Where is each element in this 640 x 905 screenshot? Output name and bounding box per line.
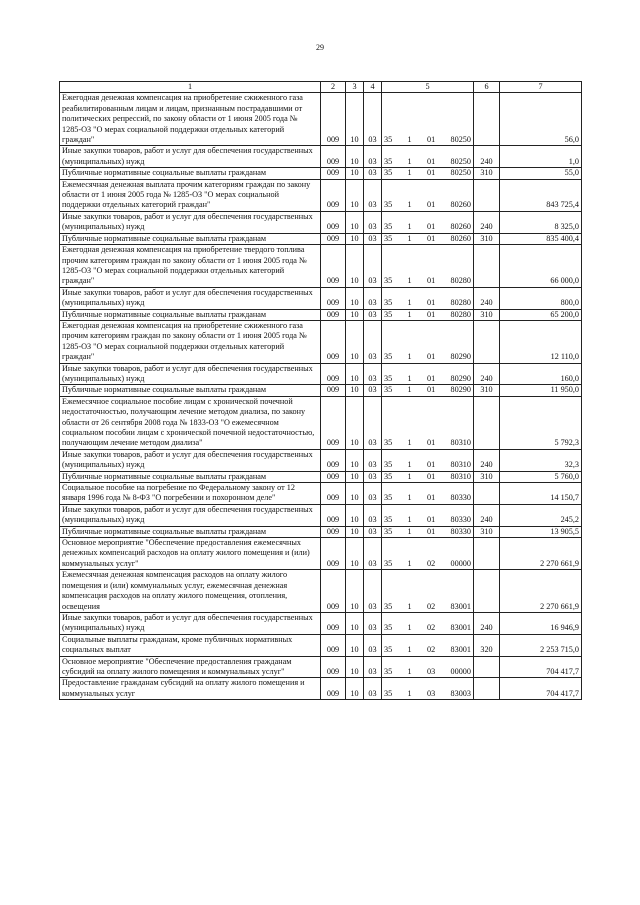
amount: 8 325,0 (500, 211, 582, 233)
subsection-code: 03 (364, 363, 382, 385)
ministry-code: 009 (321, 233, 346, 244)
subsection-code: 03 (364, 678, 382, 700)
section-code: 10 (346, 538, 364, 570)
program-code: 35 (384, 526, 393, 536)
target-article-code (382, 245, 474, 288)
ministry-code: 009 (321, 211, 346, 233)
ministry-code: 009 (321, 634, 346, 656)
program-code: 35 (384, 645, 393, 655)
direction-code: 80250 (450, 156, 471, 166)
ministry-code: 009 (321, 449, 346, 471)
expense-type-code (474, 93, 500, 146)
section-code: 10 (346, 309, 364, 320)
expense-type-code (474, 570, 500, 613)
subprogram-code: 1 (407, 601, 412, 611)
measure-code: 01 (426, 298, 436, 308)
subsection-code: 03 (364, 309, 382, 320)
page-number: 29 (316, 43, 324, 52)
column-header: 1 (60, 82, 321, 93)
expense-type-code (474, 538, 500, 570)
row-description: Публичные нормативные социальные выплаты гражданам (60, 471, 321, 482)
direction-code: 80330 (450, 493, 471, 503)
subprogram-code: 1 (407, 526, 412, 536)
program-code: 35 (384, 438, 393, 448)
subsection-code: 03 (364, 538, 382, 570)
program-code: 35 (384, 471, 393, 481)
ministry-code: 009 (321, 526, 346, 537)
row-description: Ежегодная денежная компенсация на приобретение сжиженного газа прочим категориям граждан по закону области от 1 июня 2005 года № 1285-ОЗ "О мерах социальной поддержки отдельных категорий граждан" (60, 320, 321, 363)
ministry-code: 009 (321, 168, 346, 179)
target-article-code (382, 612, 474, 634)
target-article-code (382, 385, 474, 396)
section-code: 10 (346, 449, 364, 471)
direction-code: 80260 (450, 222, 471, 232)
subsection-code: 03 (364, 570, 382, 613)
amount: 5 760,0 (500, 471, 582, 482)
direction-code: 00000 (450, 558, 471, 568)
subprogram-code: 1 (407, 645, 412, 655)
ministry-code: 009 (321, 245, 346, 288)
program-code: 35 (384, 373, 393, 383)
program-code: 35 (384, 385, 393, 395)
direction-code: 80250 (450, 135, 471, 145)
table-row (60, 471, 582, 482)
row-description: Социальное пособие на погребение по Федеральному закону от 12 января 1996 года № 8-ФЗ "О погребении и похоронном деле" (60, 483, 321, 505)
subprogram-code: 1 (407, 276, 412, 286)
row-description: Основное мероприятие "Обеспечение предоставления гражданам субсидий на оплату жилого помещения и коммунальных услуг" (60, 656, 321, 678)
direction-code: 83003 (450, 688, 471, 698)
expense-type-code (474, 656, 500, 678)
measure-code: 01 (426, 493, 436, 503)
direction-code: 80280 (450, 276, 471, 286)
row-description: Ежегодная денежная компенсация на приобретение твердого топлива прочим категориям граждан по закону области от 1 июня 2005 года № 1285-ОЗ "О мерах социальной поддержки отдельных категорий граждан" (60, 245, 321, 288)
measure-code: 01 (426, 515, 436, 525)
amount: 704 417,7 (500, 678, 582, 700)
table-row (60, 385, 582, 396)
table-row (60, 570, 582, 613)
amount: 11 950,0 (500, 385, 582, 396)
target-article-code (382, 93, 474, 146)
expense-type-code: 240 (474, 363, 500, 385)
target-article-code (382, 570, 474, 613)
subsection-code: 03 (364, 93, 382, 146)
program-code: 35 (384, 168, 393, 178)
table-row (60, 245, 582, 288)
direction-code: 80280 (450, 298, 471, 308)
amount: 13 905,5 (500, 526, 582, 537)
subsection-code: 03 (364, 634, 382, 656)
program-code: 35 (384, 222, 393, 232)
row-description: Публичные нормативные социальные выплаты гражданам (60, 168, 321, 179)
subsection-code: 03 (364, 612, 382, 634)
row-description: Иные закупки товаров, работ и услуг для обеспечения государственных (муниципальных) нужд (60, 146, 321, 168)
table-row (60, 483, 582, 505)
row-description: Ежегодная денежная компенсация на приобретение сжиженного газа реабилитированным лицам и лицам, признанным пострадавшими от политических репрессий, по закону области от 1 июня 2005 года № 1285-ОЗ "О мерах социальной поддержки отдельных категорий граждан" (60, 93, 321, 146)
table-row (60, 612, 582, 634)
expense-type-code: 310 (474, 526, 500, 537)
direction-code: 80280 (450, 309, 471, 319)
measure-code: 01 (426, 309, 436, 319)
program-code: 35 (384, 601, 393, 611)
ministry-code: 009 (321, 179, 346, 211)
row-description: Предоставление гражданам субсидий на оплату жилого помещения и коммунальных услуг (60, 678, 321, 700)
direction-code: 80330 (450, 526, 471, 536)
ministry-code: 009 (321, 656, 346, 678)
program-code: 35 (384, 688, 393, 698)
direction-code: 80290 (450, 373, 471, 383)
program-code: 35 (384, 309, 393, 319)
target-article-code (382, 233, 474, 244)
row-description: Иные закупки товаров, работ и услуг для обеспечения государственных (муниципальных) нужд (60, 449, 321, 471)
expense-type-code: 240 (474, 449, 500, 471)
expense-type-code (474, 678, 500, 700)
ministry-code: 009 (321, 396, 346, 449)
section-code: 10 (346, 483, 364, 505)
expense-type-code (474, 320, 500, 363)
measure-code: 01 (426, 385, 436, 395)
subprogram-code: 1 (407, 438, 412, 448)
subsection-code: 03 (364, 449, 382, 471)
program-code: 35 (384, 460, 393, 470)
ministry-code: 009 (321, 471, 346, 482)
target-article-code (382, 526, 474, 537)
subsection-code: 03 (364, 504, 382, 526)
target-article-code (382, 678, 474, 700)
direction-code: 00000 (450, 666, 471, 676)
row-description: Иные закупки товаров, работ и услуг для обеспечения государственных (муниципальных) нужд (60, 363, 321, 385)
section-code: 10 (346, 526, 364, 537)
section-code: 10 (346, 233, 364, 244)
target-article-code (382, 168, 474, 179)
row-description: Ежемесячная денежная компенсация расходов на оплату жилого помещения и (или) коммунальных услуг, ежемесячная денежная компенсация расходов на оплату жилого помещения, отопления, освещения (60, 570, 321, 613)
target-article-code (382, 656, 474, 678)
subsection-code: 03 (364, 179, 382, 211)
subprogram-code: 1 (407, 233, 412, 243)
measure-code: 03 (426, 666, 436, 676)
ministry-code: 009 (321, 287, 346, 309)
ministry-code: 009 (321, 504, 346, 526)
expense-type-code: 310 (474, 309, 500, 320)
amount: 160,0 (500, 363, 582, 385)
ministry-code: 009 (321, 146, 346, 168)
amount: 2 270 661,9 (500, 570, 582, 613)
row-description: Ежемесячная денежная выплата прочим категориям граждан по закону области от 1 июня 2005 года № 1285-ОЗ "О мерах социальной поддержки отдельных категорий граждан" (60, 179, 321, 211)
table-row (60, 396, 582, 449)
section-code: 10 (346, 612, 364, 634)
amount: 1,0 (500, 146, 582, 168)
column-header: 4 (364, 82, 382, 93)
measure-code: 01 (426, 276, 436, 286)
subprogram-code: 1 (407, 200, 412, 210)
subprogram-code: 1 (407, 156, 412, 166)
program-code: 35 (384, 276, 393, 286)
table-header-row (60, 82, 582, 93)
table-row (60, 320, 582, 363)
measure-code: 01 (426, 460, 436, 470)
amount: 66 000,0 (500, 245, 582, 288)
measure-code: 01 (426, 156, 436, 166)
table-row (60, 449, 582, 471)
subsection-code: 03 (364, 233, 382, 244)
amount: 835 400,4 (500, 233, 582, 244)
amount: 16 946,9 (500, 612, 582, 634)
row-description: Иные закупки товаров, работ и услуг для обеспечения государственных (муниципальных) нужд (60, 504, 321, 526)
section-code: 10 (346, 678, 364, 700)
target-article-code (382, 483, 474, 505)
program-code: 35 (384, 156, 393, 166)
section-code: 10 (346, 504, 364, 526)
subprogram-code: 1 (407, 460, 412, 470)
measure-code: 01 (426, 352, 436, 362)
subprogram-code: 1 (407, 222, 412, 232)
table-row (60, 309, 582, 320)
target-article-code (382, 211, 474, 233)
expense-type-code (474, 179, 500, 211)
section-code: 10 (346, 168, 364, 179)
section-code: 10 (346, 634, 364, 656)
ministry-code: 009 (321, 678, 346, 700)
measure-code: 01 (426, 233, 436, 243)
subsection-code: 03 (364, 245, 382, 288)
row-description: Ежемесячное социальное пособие лицам с хронической почечной недостаточностью, получающим лечение методом диализа, по закону области от 26 сентября 2008 года № 1833-ОЗ "О ежемесячном социальном пособии лицам с хронической почечной недостаточностью, получающим лечение методом диализа" (60, 396, 321, 449)
expense-type-code (474, 483, 500, 505)
subprogram-code: 1 (407, 623, 412, 633)
program-code: 35 (384, 558, 393, 568)
subsection-code: 03 (364, 320, 382, 363)
target-article-code (382, 471, 474, 482)
subsection-code: 03 (364, 526, 382, 537)
amount: 800,0 (500, 287, 582, 309)
subsection-code: 03 (364, 483, 382, 505)
program-code: 35 (384, 623, 393, 633)
subprogram-code: 1 (407, 168, 412, 178)
amount: 843 725,4 (500, 179, 582, 211)
ministry-code: 009 (321, 93, 346, 146)
ministry-code: 009 (321, 309, 346, 320)
direction-code: 80260 (450, 233, 471, 243)
subprogram-code: 1 (407, 298, 412, 308)
target-article-code (382, 449, 474, 471)
section-code: 10 (346, 146, 364, 168)
target-article-code (382, 309, 474, 320)
row-description: Иные закупки товаров, работ и услуг для обеспечения государственных (муниципальных) нужд (60, 287, 321, 309)
subprogram-code: 1 (407, 309, 412, 319)
subsection-code: 03 (364, 471, 382, 482)
table-row (60, 233, 582, 244)
subsection-code: 03 (364, 168, 382, 179)
section-code: 10 (346, 245, 364, 288)
target-article-code (382, 396, 474, 449)
target-article-code (382, 320, 474, 363)
measure-code: 01 (426, 168, 436, 178)
ministry-code: 009 (321, 363, 346, 385)
direction-code: 80290 (450, 385, 471, 395)
row-description: Публичные нормативные социальные выплаты гражданам (60, 309, 321, 320)
row-description: Публичные нормативные социальные выплаты гражданам (60, 233, 321, 244)
program-code: 35 (384, 666, 393, 676)
subprogram-code: 1 (407, 471, 412, 481)
ministry-code: 009 (321, 385, 346, 396)
subsection-code: 03 (364, 385, 382, 396)
target-article-code (382, 504, 474, 526)
measure-code: 01 (426, 222, 436, 232)
direction-code: 80310 (450, 460, 471, 470)
table-row (60, 363, 582, 385)
measure-code: 01 (426, 471, 436, 481)
target-article-code (382, 146, 474, 168)
direction-code: 80330 (450, 515, 471, 525)
section-code: 10 (346, 471, 364, 482)
measure-code: 02 (426, 558, 436, 568)
column-header: 5 (382, 82, 474, 93)
ministry-code: 009 (321, 570, 346, 613)
section-code: 10 (346, 287, 364, 309)
expense-type-code: 310 (474, 385, 500, 396)
table-row (60, 146, 582, 168)
table-row (60, 168, 582, 179)
amount: 12 110,0 (500, 320, 582, 363)
expense-type-code: 310 (474, 168, 500, 179)
subsection-code: 03 (364, 211, 382, 233)
target-article-code (382, 179, 474, 211)
expense-type-code: 240 (474, 146, 500, 168)
row-description: Основное мероприятие "Обеспечение предоставления ежемесячных денежных компенсаций расходов на оплату жилого помещения и (или) коммунальных услуг" (60, 538, 321, 570)
program-code: 35 (384, 352, 393, 362)
target-article-code (382, 287, 474, 309)
direction-code: 83001 (450, 601, 471, 611)
ministry-code: 009 (321, 612, 346, 634)
direction-code: 80310 (450, 471, 471, 481)
table-row (60, 634, 582, 656)
direction-code: 83001 (450, 623, 471, 633)
direction-code: 83001 (450, 645, 471, 655)
target-article-code (382, 363, 474, 385)
amount: 2 270 661,9 (500, 538, 582, 570)
column-header: 6 (474, 82, 500, 93)
expense-type-code: 240 (474, 287, 500, 309)
ministry-code: 009 (321, 538, 346, 570)
program-code: 35 (384, 233, 393, 243)
direction-code: 80250 (450, 168, 471, 178)
subsection-code: 03 (364, 287, 382, 309)
amount: 32,3 (500, 449, 582, 471)
table-row (60, 287, 582, 309)
target-article-code (382, 538, 474, 570)
subprogram-code: 1 (407, 352, 412, 362)
section-code: 10 (346, 396, 364, 449)
amount: 2 253 715,0 (500, 634, 582, 656)
amount: 704 417,7 (500, 656, 582, 678)
section-code: 10 (346, 211, 364, 233)
section-code: 10 (346, 570, 364, 613)
measure-code: 03 (426, 688, 436, 698)
expense-type-code (474, 245, 500, 288)
expense-type-code: 240 (474, 504, 500, 526)
measure-code: 01 (426, 200, 436, 210)
table-row (60, 93, 582, 146)
measure-code: 02 (426, 623, 436, 633)
direction-code: 80290 (450, 352, 471, 362)
program-code: 35 (384, 298, 393, 308)
section-code: 10 (346, 385, 364, 396)
amount: 56,0 (500, 93, 582, 146)
measure-code: 02 (426, 601, 436, 611)
program-code: 35 (384, 135, 393, 145)
amount: 5 792,3 (500, 396, 582, 449)
subsection-code: 03 (364, 396, 382, 449)
amount: 55,0 (500, 168, 582, 179)
measure-code: 01 (426, 373, 436, 383)
program-code: 35 (384, 515, 393, 525)
subprogram-code: 1 (407, 135, 412, 145)
program-code: 35 (384, 200, 393, 210)
expense-type-code: 240 (474, 612, 500, 634)
row-description: Публичные нормативные социальные выплаты гражданам (60, 526, 321, 537)
section-code: 10 (346, 320, 364, 363)
direction-code: 80310 (450, 438, 471, 448)
amount: 245,2 (500, 504, 582, 526)
subsection-code: 03 (364, 146, 382, 168)
subprogram-code: 1 (407, 385, 412, 395)
section-code: 10 (346, 363, 364, 385)
column-header: 7 (500, 82, 582, 93)
table-row (60, 211, 582, 233)
section-code: 10 (346, 179, 364, 211)
expense-type-code: 310 (474, 233, 500, 244)
subprogram-code: 1 (407, 666, 412, 676)
subprogram-code: 1 (407, 515, 412, 525)
target-article-code (382, 634, 474, 656)
measure-code: 01 (426, 135, 436, 145)
table-row (60, 179, 582, 211)
program-code: 35 (384, 493, 393, 503)
measure-code: 02 (426, 645, 436, 655)
ministry-code: 009 (321, 483, 346, 505)
expense-type-code: 240 (474, 211, 500, 233)
table-row (60, 526, 582, 537)
subprogram-code: 1 (407, 373, 412, 383)
row-description: Социальные выплаты гражданам, кроме публичных нормативных социальных выплат (60, 634, 321, 656)
table-row (60, 678, 582, 700)
subprogram-code: 1 (407, 558, 412, 568)
table-row (60, 656, 582, 678)
budget-table (59, 81, 582, 700)
measure-code: 01 (426, 526, 436, 536)
ministry-code: 009 (321, 320, 346, 363)
section-code: 10 (346, 656, 364, 678)
expense-type-code: 310 (474, 471, 500, 482)
row-description: Публичные нормативные социальные выплаты гражданам (60, 385, 321, 396)
table-row (60, 504, 582, 526)
row-description: Иные закупки товаров, работ и услуг для обеспечения государственных (муниципальных) нужд (60, 612, 321, 634)
direction-code: 80260 (450, 200, 471, 210)
subprogram-code: 1 (407, 493, 412, 503)
measure-code: 01 (426, 438, 436, 448)
expense-type-code (474, 396, 500, 449)
column-header: 3 (346, 82, 364, 93)
amount: 65 200,0 (500, 309, 582, 320)
subprogram-code: 1 (407, 688, 412, 698)
table-row (60, 538, 582, 570)
expense-type-code: 320 (474, 634, 500, 656)
column-header: 2 (321, 82, 346, 93)
section-code: 10 (346, 93, 364, 146)
amount: 14 150,7 (500, 483, 582, 505)
subsection-code: 03 (364, 656, 382, 678)
row-description: Иные закупки товаров, работ и услуг для обеспечения государственных (муниципальных) нужд (60, 211, 321, 233)
